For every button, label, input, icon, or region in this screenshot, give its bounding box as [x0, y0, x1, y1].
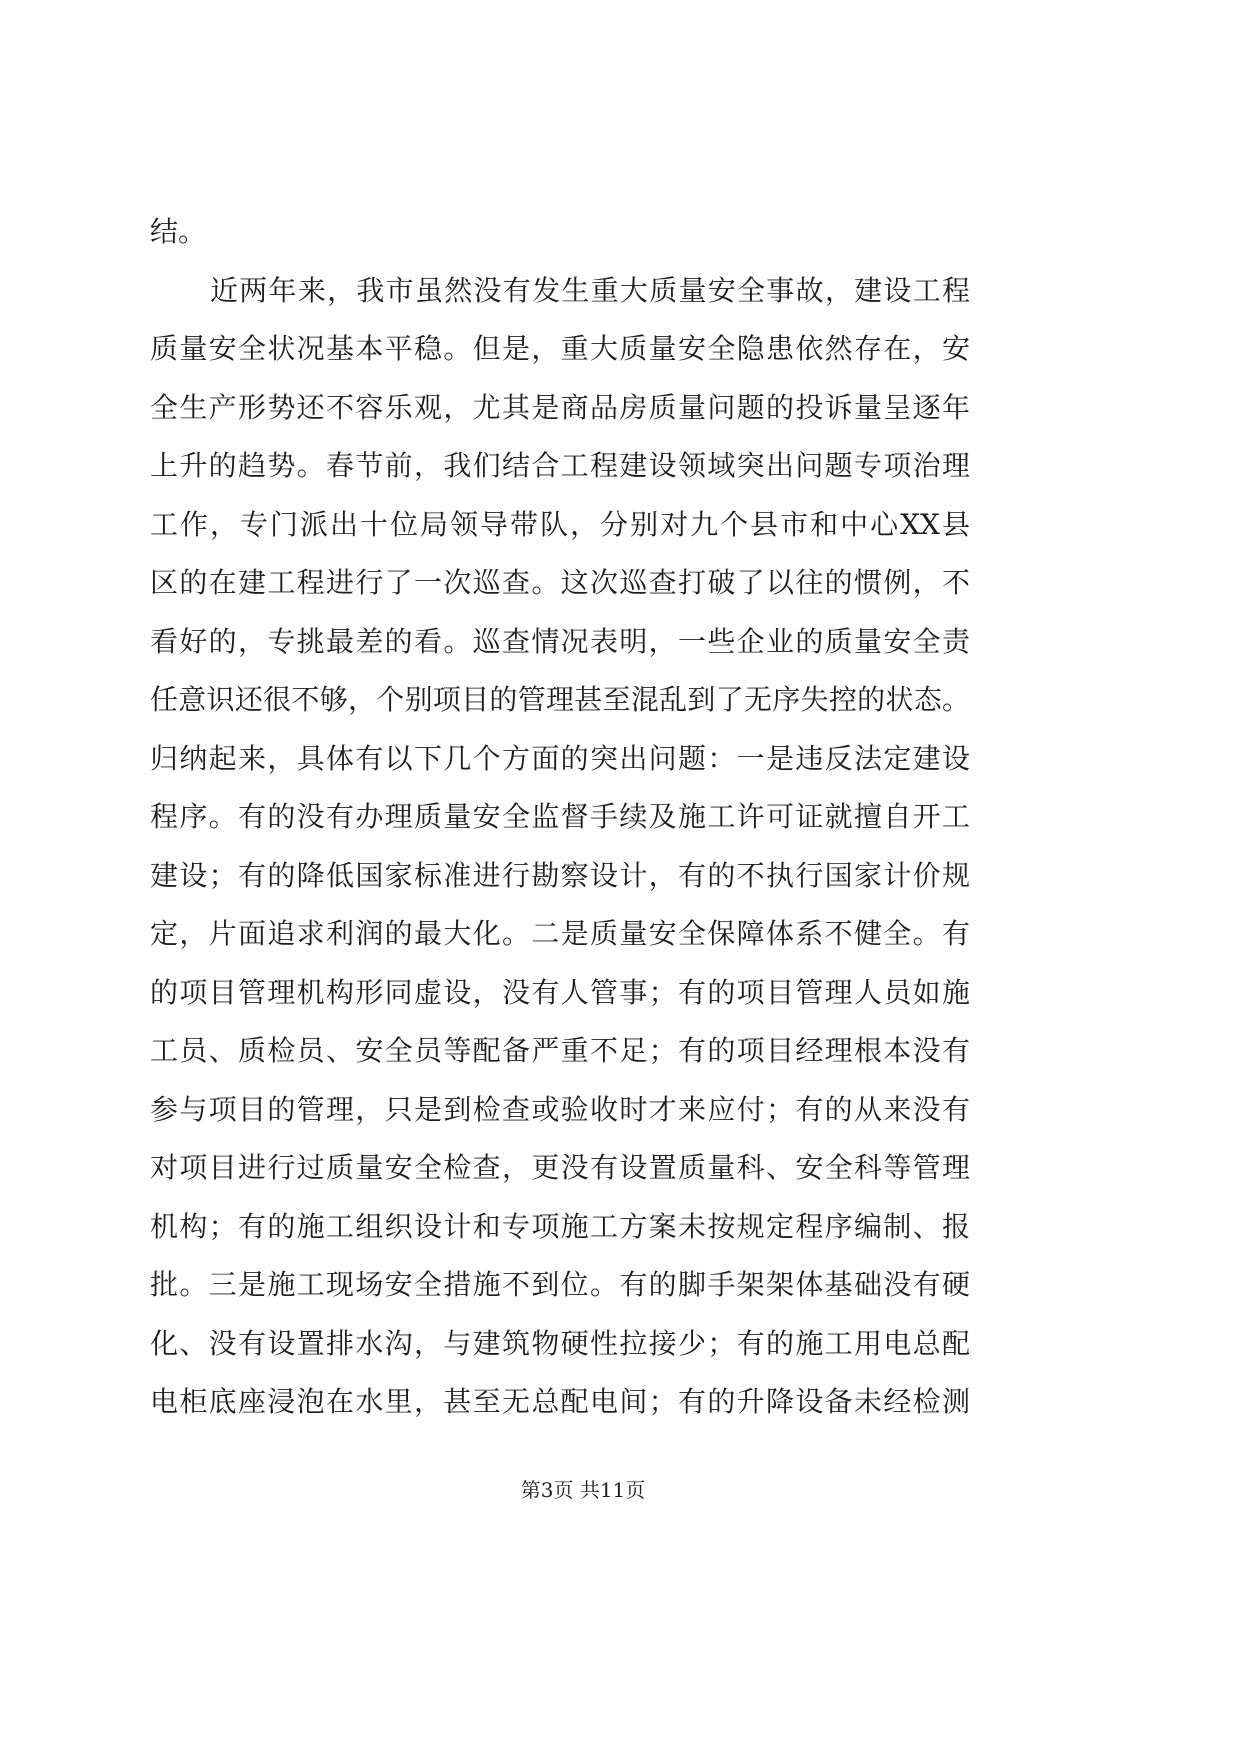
- text-line: 工作，专门派出十位局领导带队，分别对九个县市和中心XX县: [150, 507, 970, 541]
- text-line: 程序。有的没有办理质量安全监督手续及施工许可证就擅自开工: [150, 800, 970, 833]
- text-line: 的项目管理机构形同虚设，没有人管事；有的项目管理人员如施: [150, 975, 970, 1009]
- text-line: 建设；有的降低国家标准进行勘察设计，有的不执行国家计价规: [150, 858, 970, 892]
- text-line: 定，片面追求利润的最大化。二是质量安全保障体系不健全。有: [150, 917, 970, 950]
- text-line: 全生产形势还不容乐观，尤其是商品房质量问题的投诉量呈逐年: [150, 390, 970, 424]
- text-line: 化、没有设置排水沟，与建筑物硬性拉接少；有的施工用电总配: [150, 1326, 970, 1360]
- text-line: 批。三是施工现场安全措施不到位。有的脚手架架体基础没有硬: [150, 1268, 970, 1301]
- text-line: 电柜底座浸泡在水里，甚至无总配电间；有的升降设备未经检测: [150, 1385, 970, 1418]
- text-line: 任意识还很不够，个别项目的管理甚至混乱到了无序失控的状态。: [150, 683, 970, 716]
- text-line: 质量安全状况基本平稳。但是，重大质量安全隐患依然存在，安: [150, 332, 970, 365]
- text-line: 机构；有的施工组织设计和专项施工方案未按规定程序编制、报: [150, 1209, 970, 1243]
- document-body: [150, 203, 970, 1432]
- text-line: 对项目进行过质量安全检查，更没有设置质量科、安全科等管理: [150, 1151, 970, 1184]
- text-line: 看好的，专挑最差的看。巡查情况表明，一些企业的质量安全责: [150, 624, 970, 658]
- text-line: 上升的趋势。春节前，我们结合工程建设领域突出问题专项治理: [150, 449, 970, 482]
- text-line: 区的在建工程进行了一次巡查。这次巡查打破了以往的惯例，不: [150, 566, 970, 599]
- page-number-footer: 第3页 共11页: [520, 1478, 646, 1502]
- paragraph-first-line: 近两年来，我市虽然没有发生重大质量安全事故，建设工程: [210, 273, 970, 307]
- text-line: 归纳起来，具体有以下几个方面的突出问题：一是违反法定建设: [150, 741, 970, 775]
- text-line: 工员、质检员、安全员等配备严重不足；有的项目经理根本没有: [150, 1034, 970, 1067]
- text-line: 结。: [150, 215, 207, 248]
- text-line: 参与项目的管理，只是到检查或验收时才来应付；有的从来没有: [150, 1092, 970, 1126]
